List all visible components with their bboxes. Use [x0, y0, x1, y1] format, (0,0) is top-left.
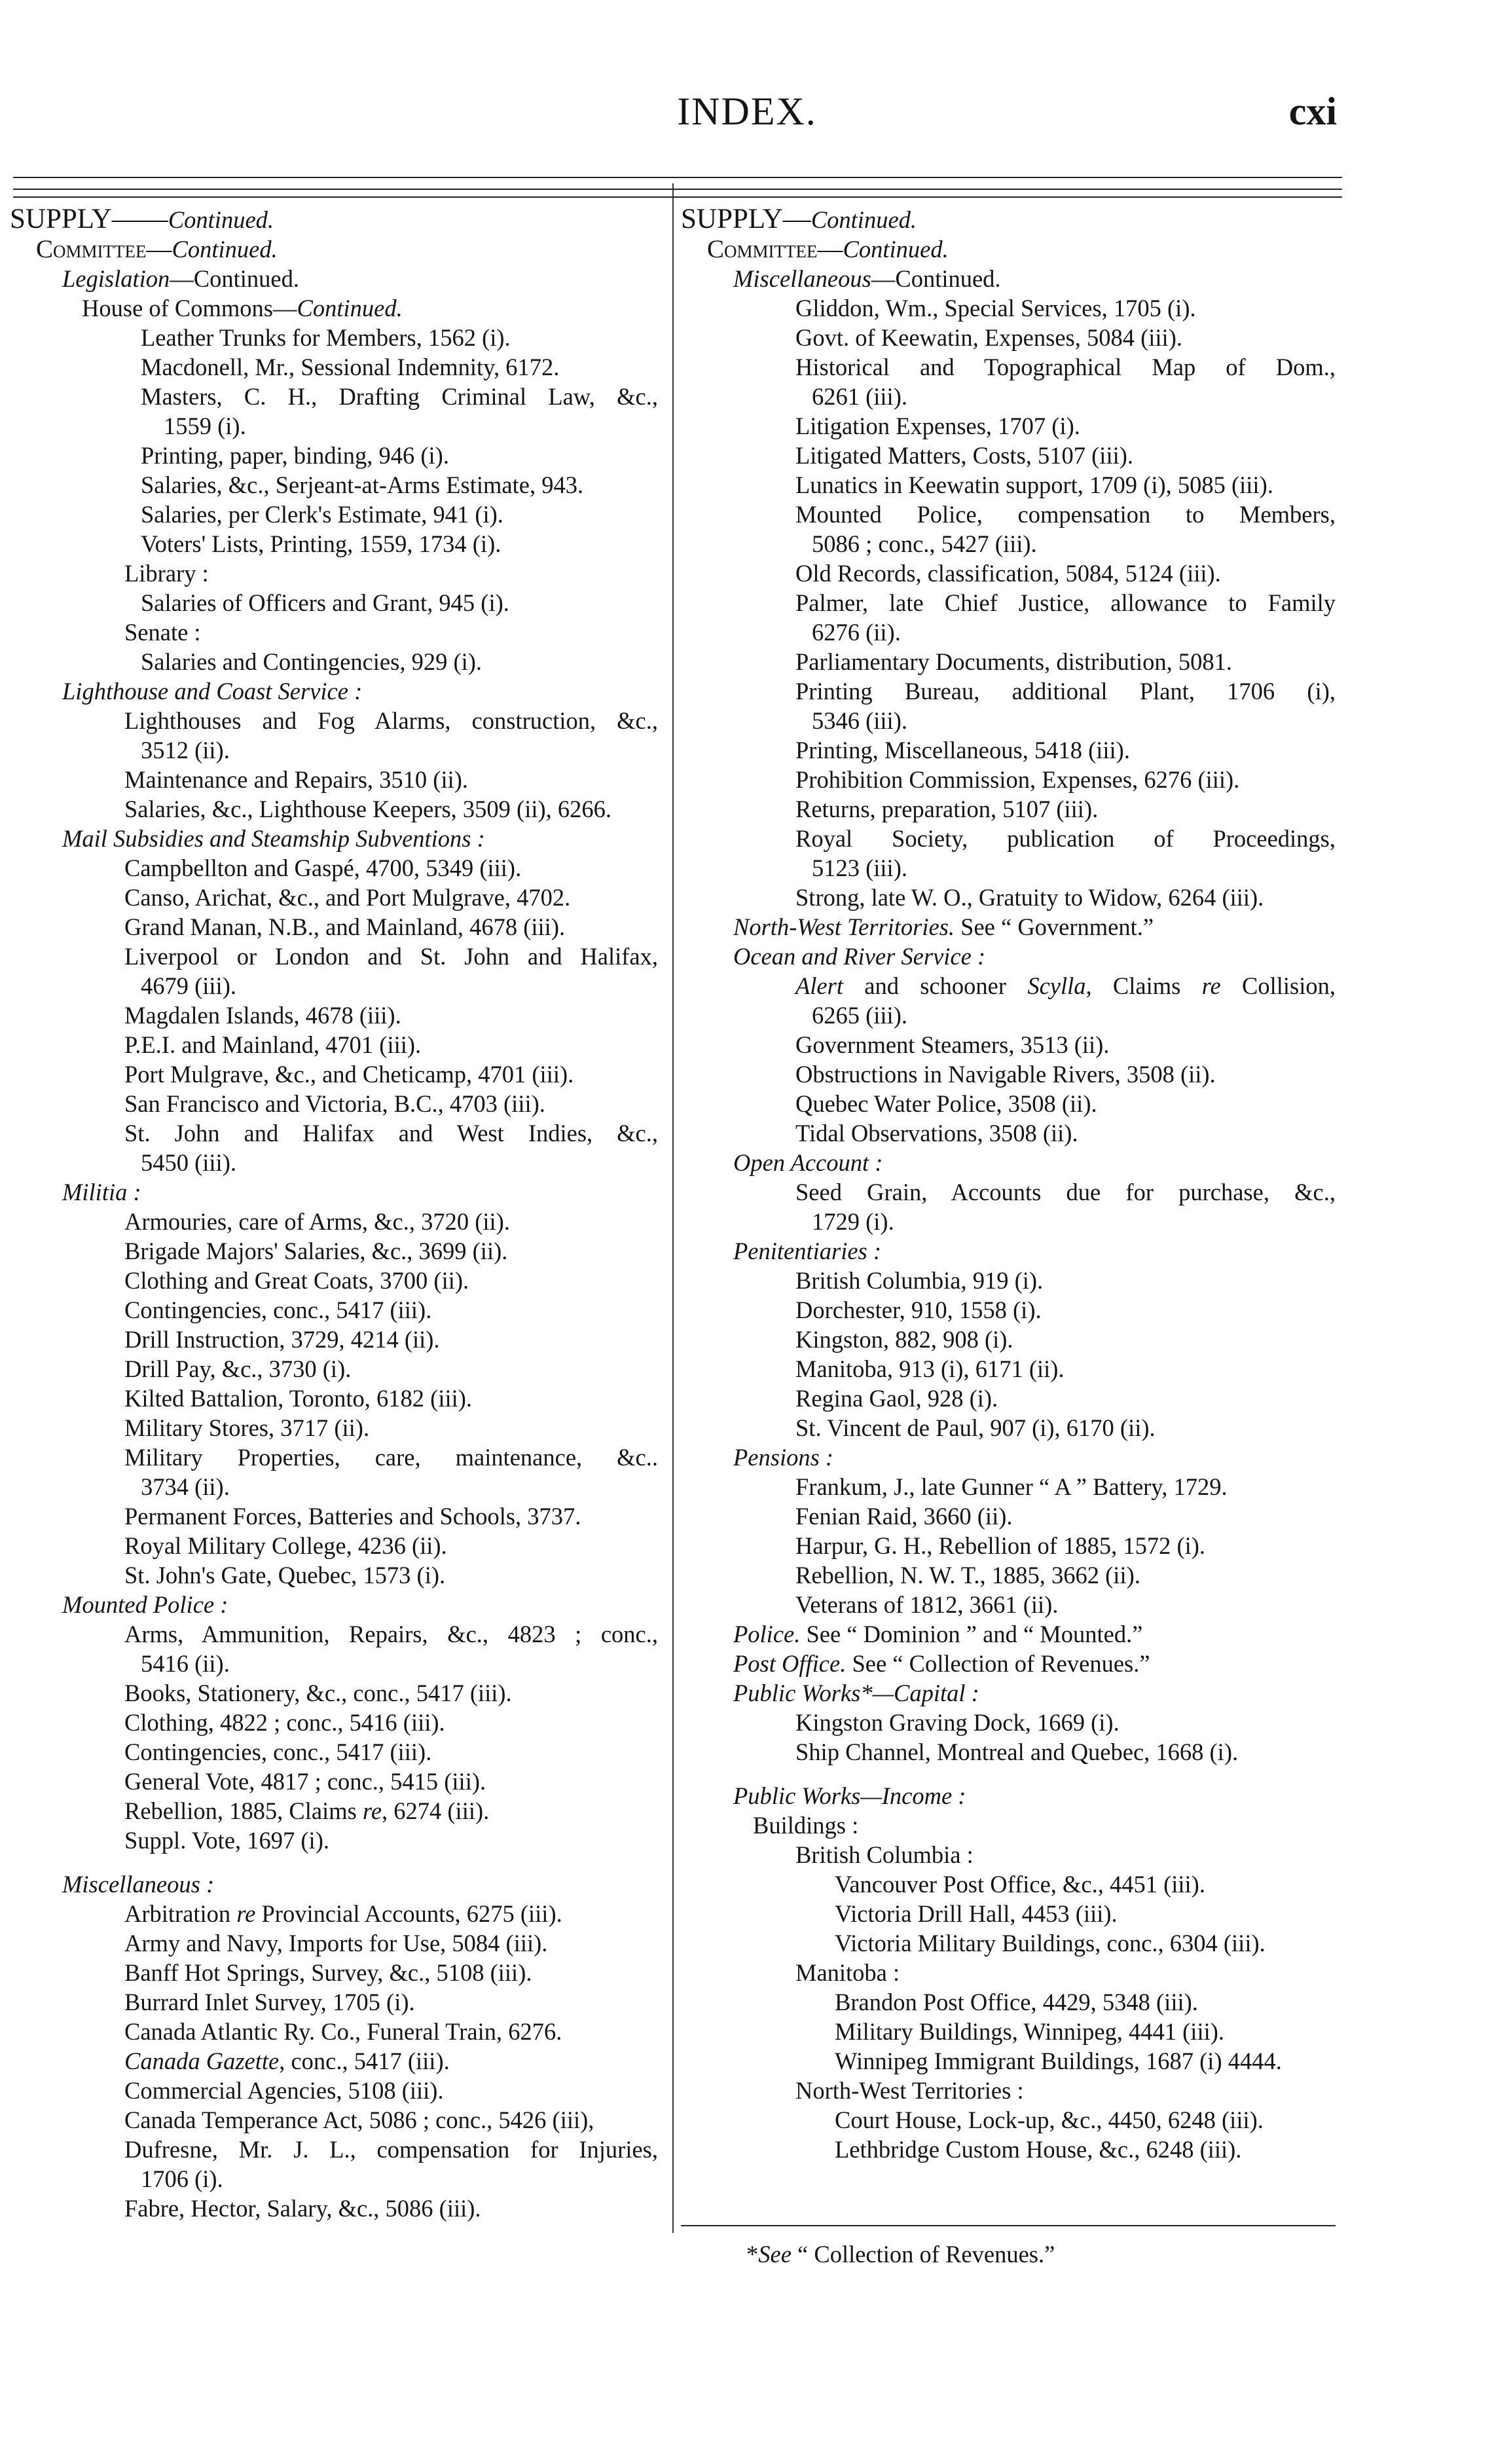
entry-ship-name: Scylla	[1027, 972, 1086, 999]
entry-text: Collision,	[1220, 972, 1336, 999]
index-entry: Grand Manan, N.B., and Mainland, 4678 (iii).	[124, 913, 566, 940]
index-entry: Arms, Ammunition, Repairs, &c., 4823 ; conc.,	[124, 1621, 658, 1647]
entry-section: Legislation	[62, 265, 170, 292]
entry-heading: SUPPLY——	[10, 204, 168, 234]
index-entry: Lunatics in Keewatin support, 1709 (i), 5085 (iii).	[795, 471, 1273, 498]
entry-heading-suffix: Continued.	[811, 206, 917, 233]
index-entry: 1706 (i).	[141, 2165, 223, 2192]
footnote-rule	[681, 2225, 1336, 2226]
index-entry: 6265 (iii).	[812, 1002, 907, 1029]
index-entry: Winnipeg Immigrant Buildings, 1687 (i) 4444.	[835, 2048, 1282, 2074]
entry-group: House of Commons—	[82, 295, 297, 322]
index-entry: Dufresne, Mr. J. L., compensation for Injuries,	[124, 2136, 658, 2163]
index-entry: Tidal Observations, 3508 (ii).	[795, 1120, 1078, 1147]
index-entry: Leather Trunks for Members, 1562 (i).	[141, 324, 511, 351]
index-entry: Commercial Agencies, 5108 (iii).	[124, 2077, 444, 2104]
index-entry: Military Stores, 3717 (ii).	[124, 1414, 370, 1441]
entry-heading: SUPPLY—	[681, 204, 811, 234]
index-entry: 3512 (ii).	[141, 737, 230, 763]
index-entry: Salaries and Contingencies, 929 (i).	[141, 648, 483, 675]
index-entry: 3734 (ii).	[141, 1473, 230, 1500]
index-entry	[681, 264, 1336, 293]
entry-category: Miscellaneous :	[62, 1871, 215, 1898]
index-entry: Vancouver Post Office, &c., 4451 (iii).	[835, 1871, 1205, 1898]
index-entry: General Vote, 4817 ; conc., 5415 (iii).	[124, 1768, 486, 1795]
entry-italic-title: Canada Gazette	[124, 2048, 280, 2074]
index-entry: Fenian Raid, 3660 (ii).	[795, 1503, 1013, 1530]
index-entry: Fabre, Hector, Salary, &c., 5086 (iii).	[124, 2195, 481, 2222]
index-entry: Printing, Miscellaneous, 5418 (iii).	[795, 737, 1130, 763]
footnote-marker: *	[746, 2241, 759, 2268]
index-entry: Rebellion, N. W. T., 1885, 3662 (ii).	[795, 1562, 1140, 1589]
entry-see-target: See “ Dominion ” and “ Mounted.”	[800, 1621, 1143, 1647]
header-rule-middle	[13, 189, 1342, 190]
entry-category: Ocean and River Service :	[733, 943, 986, 970]
index-entry: Victoria Drill Hall, 4453 (iii).	[835, 1900, 1118, 1927]
index-entry	[681, 971, 1336, 1001]
entry-subheading: Committee—	[707, 235, 843, 263]
index-entry: Kingston Graving Dock, 1669 (i).	[795, 1709, 1120, 1736]
index-entry	[681, 1443, 1336, 1472]
index-entry: Burrard Inlet Survey, 1705 (i).	[124, 1989, 415, 2015]
index-entry: Military Buildings, Winnipeg, 4441 (iii).	[835, 2018, 1225, 2045]
entry-subheading-suffix: Continued.	[843, 236, 949, 263]
entry-gap	[10, 1855, 658, 1869]
index-entry: St. John's Gate, Quebec, 1573 (i).	[124, 1562, 446, 1589]
entry-category: Public Works*—Capital :	[733, 1680, 979, 1706]
index-entry: San Francisco and Victoria, B.C., 4703 (iii).	[124, 1090, 545, 1117]
index-entry	[10, 1590, 658, 1619]
entry-category: Mail Subsidies and Steamship Subventions :	[62, 825, 485, 852]
index-entry: 5416 (ii).	[141, 1650, 230, 1677]
index-entry: Seed Grain, Accounts due for purchase, &c.,	[795, 1179, 1336, 1205]
entry-subheading: Committee—	[36, 235, 172, 263]
index-entry: Salaries, &c., Serjeant-at-Arms Estimate, 943.	[141, 471, 584, 498]
footnote	[746, 2239, 1055, 2269]
entry-category: Public Works—Income :	[733, 1782, 966, 1809]
index-entry: Ship Channel, Montreal and Quebec, 1668 (i).	[795, 1738, 1239, 1765]
index-entry: Suppl. Vote, 1697 (i).	[124, 1827, 329, 1854]
index-entry: 6261 (iii).	[812, 383, 907, 410]
index-entry: 5123 (iii).	[812, 855, 907, 881]
index-entry: 1729 (i).	[812, 1208, 894, 1235]
index-entry: Veterans of 1812, 3661 (ii).	[795, 1591, 1059, 1618]
index-entry: British Columbia :	[795, 1841, 974, 1868]
entry-see-reference: North-West Territories.	[733, 913, 955, 940]
index-entry: Clothing, 4822 ; conc., 5416 (iii).	[124, 1709, 445, 1736]
index-entry: Clothing and Great Coats, 3700 (ii).	[124, 1267, 469, 1294]
index-entry: Macdonell, Mr., Sessional Indemnity, 6172.	[141, 354, 560, 380]
entry-category: Lighthouse and Coast Service :	[62, 678, 363, 705]
index-entry: Canada Temperance Act, 5086 ; conc., 5426 (iii),	[124, 2106, 594, 2133]
index-entry: Quebec Water Police, 3508 (ii).	[795, 1090, 1097, 1117]
index-entry: Obstructions in Navigable Rivers, 3508 (ii).	[795, 1061, 1216, 1088]
entry-see-target: See “ Collection of Revenues.”	[846, 1650, 1150, 1677]
index-entry: Port Mulgrave, &c., and Cheticamp, 4701 (iii).	[124, 1061, 574, 1088]
index-entry: Kingston, 882, 908 (i).	[795, 1326, 1013, 1353]
footnote-see: See	[758, 2241, 792, 2268]
index-entry	[10, 824, 658, 853]
entry-ship-name: Alert	[795, 972, 843, 999]
index-entry	[10, 1796, 658, 1826]
entry-text: Provincial Accounts, 6275 (iii).	[255, 1900, 562, 1927]
entry-category: Mounted Police :	[62, 1591, 228, 1618]
index-entry	[10, 234, 658, 264]
entry-see-reference: Police.	[733, 1621, 801, 1647]
index-entry: Victoria Military Buildings, conc., 6304 (iii).	[835, 1930, 1266, 1957]
right-index-column	[681, 204, 1336, 2164]
index-entry: Campbellton and Gaspé, 4700, 5349 (iii).	[124, 855, 522, 881]
index-entry: British Columbia, 919 (i).	[795, 1267, 1044, 1294]
index-entry: Library :	[124, 560, 209, 587]
index-entry: Printing, paper, binding, 946 (i).	[141, 442, 449, 469]
index-entry	[10, 293, 658, 323]
index-entry: Litigation Expenses, 1707 (i).	[795, 413, 1080, 439]
header-rule-top	[13, 177, 1342, 178]
index-entry	[681, 1619, 1336, 1649]
index-entry: Gliddon, Wm., Special Services, 1705 (i).	[795, 295, 1196, 322]
index-entry: Regina Gaol, 928 (i).	[795, 1385, 998, 1412]
entry-section-suffix: —Continued.	[170, 265, 299, 292]
index-entry: Historical and Topographical Map of Dom.,	[795, 354, 1336, 380]
index-entry: 4679 (iii).	[141, 972, 236, 999]
index-entry	[681, 1148, 1336, 1177]
index-entry: Litigated Matters, Costs, 5107 (iii).	[795, 442, 1134, 469]
index-entry: Canada Atlantic Ry. Co., Funeral Train, 6276.	[124, 2018, 562, 2045]
index-entry	[10, 204, 658, 234]
index-entry: Palmer, late Chief Justice, allowance to Family	[795, 589, 1336, 616]
index-entry: Liverpool or London and St. John and Halifax,	[124, 943, 658, 970]
index-entry: St. Vincent de Paul, 907 (i), 6170 (ii).	[795, 1414, 1156, 1441]
index-entry: 6276 (ii).	[812, 619, 901, 646]
index-entry: Buildings :	[753, 1812, 859, 1839]
index-entry: Banff Hot Springs, Survey, &c., 5108 (iii).	[124, 1959, 532, 1986]
index-entry: Royal Military College, 4236 (ii).	[124, 1532, 447, 1559]
index-entry: North-West Territories :	[795, 2077, 1024, 2104]
column-divider	[672, 183, 674, 2233]
index-entry: Lighthouses and Fog Alarms, construction, &c.,	[124, 707, 658, 734]
index-entry: Books, Stationery, &c., conc., 5417 (iii).	[124, 1680, 512, 1706]
index-entry	[10, 676, 658, 706]
index-entry	[681, 1678, 1336, 1708]
index-entry: Printing Bureau, additional Plant, 1706 (i),	[795, 678, 1336, 705]
header-rule-bottom	[13, 196, 1342, 198]
index-entry: Lethbridge Custom House, &c., 6248 (iii).	[835, 2136, 1242, 2163]
index-entry: Drill Instruction, 3729, 4214 (ii).	[124, 1326, 440, 1353]
index-entry: Government Steamers, 3513 (ii).	[795, 1031, 1110, 1058]
index-entry	[681, 1781, 1336, 1811]
entry-section-suffix: —Continued.	[871, 265, 1001, 292]
index-entry	[681, 1649, 1336, 1678]
index-entry: Masters, C. H., Drafting Criminal Law, &c.,	[141, 383, 658, 410]
index-entry: St. John and Halifax and West Indies, &c.,	[124, 1120, 658, 1147]
index-entry: Harpur, G. H., Rebellion of 1885, 1572 (i).	[795, 1532, 1206, 1559]
index-entry: Brandon Post Office, 4429, 5348 (iii).	[835, 1989, 1198, 2015]
index-entry	[10, 264, 658, 293]
index-entry: Frankum, J., late Gunner “ A ” Battery, 1729.	[795, 1473, 1228, 1500]
entry-text: , 6274 (iii).	[382, 1797, 490, 1824]
entry-category: Militia :	[62, 1179, 141, 1205]
entry-re: re	[362, 1797, 382, 1824]
index-entry	[681, 204, 1336, 234]
index-entry: 5346 (iii).	[812, 707, 907, 734]
entry-re: re	[1201, 972, 1221, 999]
index-entry: Returns, preparation, 5107 (iii).	[795, 796, 1099, 822]
entry-category: Penitentiaries :	[733, 1238, 882, 1264]
index-entry: Canso, Arichat, &c., and Port Mulgrave, 4702.	[124, 884, 571, 911]
page-number: cxi	[1288, 90, 1337, 133]
index-entry: Dorchester, 910, 1558 (i).	[795, 1296, 1042, 1323]
index-entry: 1559 (i).	[164, 413, 246, 439]
entry-subheading-suffix: Continued.	[172, 236, 278, 263]
entry-text: Arbitration	[124, 1900, 237, 1927]
index-entry: Salaries, per Clerk's Estimate, 941 (i).	[141, 501, 503, 528]
index-entry: Contingencies, conc., 5417 (iii).	[124, 1738, 432, 1765]
entry-text: Rebellion, 1885, Claims	[124, 1797, 363, 1824]
index-entry: Permanent Forces, Batteries and Schools, 3737.	[124, 1503, 581, 1530]
index-entry: Senate :	[124, 619, 201, 646]
entry-category: Open Account :	[733, 1149, 883, 1176]
index-entry: Salaries, &c., Lighthouse Keepers, 3509 (ii), 6266.	[124, 796, 612, 822]
index-entry	[10, 1177, 658, 1207]
index-entry: Magdalen Islands, 4678 (iii).	[124, 1002, 401, 1029]
entry-text: , conc., 5417 (iii).	[279, 2048, 450, 2074]
index-entry: Drill Pay, &c., 3730 (i).	[124, 1355, 352, 1382]
index-entry: Military Properties, care, maintenance, &c..	[124, 1444, 658, 1471]
index-entry: Strong, late W. O., Gratuity to Widow, 6264 (iii).	[795, 884, 1264, 911]
entry-see-target: See “ Government.”	[955, 913, 1154, 940]
index-entry: Armouries, care of Arms, &c., 3720 (ii).	[124, 1208, 510, 1235]
footnote-text: “ Collection of Revenues.”	[791, 2241, 1055, 2268]
entry-text: and schooner	[843, 972, 1028, 999]
index-entry: Voters' Lists, Printing, 1559, 1734 (i).	[141, 530, 501, 557]
index-entry	[10, 1899, 658, 1928]
index-entry: Parliamentary Documents, distribution, 5081.	[795, 648, 1233, 675]
index-entry: Maintenance and Repairs, 3510 (ii).	[124, 766, 469, 793]
index-entry: Brigade Majors' Salaries, &c., 3699 (ii).	[124, 1238, 508, 1264]
index-entry	[681, 912, 1336, 942]
index-entry: Salaries of Officers and Grant, 945 (i).	[141, 589, 509, 616]
entry-re: re	[236, 1900, 256, 1927]
index-entry	[681, 1236, 1336, 1266]
entry-see-reference: Post Office.	[733, 1650, 847, 1677]
entry-text: , Claims	[1085, 972, 1202, 999]
index-entry: Old Records, classification, 5084, 5124 (iii).	[795, 560, 1221, 587]
index-entry	[10, 2046, 658, 2076]
index-entry: Kilted Battalion, Toronto, 6182 (iii).	[124, 1385, 473, 1412]
left-index-column	[10, 204, 658, 2223]
page-title: INDEX.	[677, 90, 817, 133]
index-entry: Mounted Police, compensation to Members,	[795, 501, 1336, 528]
index-entry	[681, 942, 1336, 971]
entry-category: Pensions :	[733, 1444, 834, 1471]
index-entry	[681, 234, 1336, 264]
index-entry: Prohibition Commission, Expenses, 6276 (iii).	[795, 766, 1240, 793]
index-entry: 5086 ; conc., 5427 (iii).	[812, 530, 1037, 557]
entry-section: Miscellaneous	[733, 265, 871, 292]
index-entry: Court House, Lock-up, &c., 4450, 6248 (iii).	[835, 2106, 1264, 2133]
index-entry	[10, 1869, 658, 1899]
entry-gap	[681, 1767, 1336, 1781]
index-entry: Contingencies, conc., 5417 (iii).	[124, 1296, 432, 1323]
index-entry: Army and Navy, Imports for Use, 5084 (iii).	[124, 1930, 548, 1957]
index-entry: Royal Society, publication of Proceedings,	[795, 825, 1336, 852]
index-entry: Manitoba, 913 (i), 6171 (ii).	[795, 1355, 1065, 1382]
index-entry: 5450 (iii).	[141, 1149, 236, 1176]
entry-heading-suffix: Continued.	[168, 206, 274, 233]
index-entry: Manitoba :	[795, 1959, 900, 1986]
index-entry: Govt. of Keewatin, Expenses, 5084 (iii).	[795, 324, 1182, 351]
index-entry: P.E.I. and Mainland, 4701 (iii).	[124, 1031, 422, 1058]
entry-group-suffix: Continued.	[297, 295, 403, 322]
